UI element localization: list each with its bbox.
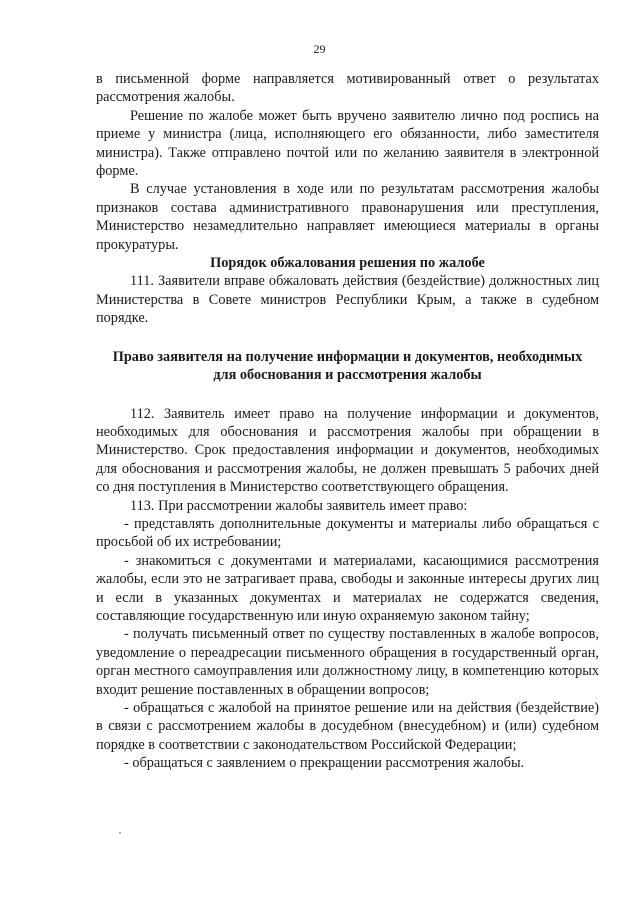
list-item: - представлять дополнительные документы и материалы либо обращаться с просьбой об их истребовании; bbox=[96, 515, 599, 551]
section-heading-rights-line1: Право заявителя на получение информации и документов, необходимых bbox=[112, 348, 583, 365]
paragraph-decision-delivery: Решение по жалобе может быть вручено заявителю лично под роспись на приеме у министра (лица, исполняющего его обязанности, либо заместителя министра). Также отправлено почтой или по желанию заявителя в электронной форме. bbox=[96, 107, 599, 180]
section-heading-appeal: Порядок обжалования решения по жалобе bbox=[210, 255, 485, 272]
list-item: - знакомиться с документами и материалами, касающимися рассмотрения жалобы, если это не затрагивает права, свободы и законные интересы других лиц и если в указанных документах и материалах не содержатся сведения, составляющие государственную или иную охраняемую законом тайну; bbox=[96, 552, 599, 624]
paragraph-113: 113. При рассмотрении жалобы заявитель имеет право: bbox=[130, 497, 468, 514]
section-heading-rights-line2: для обоснования и рассмотрения жалобы bbox=[213, 367, 482, 384]
list-item: - обращаться с жалобой на принятое решение или на действия (бездействие) в связи с рассмотрением жалобы в досудебном (внесудебном) и (или) судебном порядке в соответствии с законодательством Российской Федерации; bbox=[96, 700, 599, 753]
list-item: - обращаться с заявлением о прекращении рассмотрения жалобы. bbox=[124, 755, 525, 772]
paragraph-111: 111. Заявители вправе обжаловать действия (бездействие) должностных лиц Министерства в Совете министров Республики Крым, а также в судебном порядке. bbox=[96, 273, 599, 327]
scan-speck bbox=[119, 832, 121, 834]
paragraph-112: 112. Заявитель имеет право на получение информации и документов, необходимых для обоснования и рассмотрения жалобы при обращении в Министерство. Срок предоставления информации и документов, необходимых для обоснования и рассмотрения жалобы, не должен превышать 5 рабочих дней со дня поступления в Министерство соответствующего обращения. bbox=[96, 405, 599, 496]
section-heading-rights bbox=[96, 348, 599, 385]
paragraph-offense-referral: В случае установления в ходе или по результатам рассмотрения жалобы признаков состава административного правонарушения или преступления, Министерство незамедлительно направляет имеющиеся материалы в органы прокуратуры. bbox=[96, 181, 599, 253]
page-number: 29 bbox=[313, 42, 326, 56]
document-body bbox=[96, 70, 599, 773]
list-item: - получать письменный ответ по существу поставленных в жалобе вопросов, уведомление о переадресации письменного обращения в государственный орган, орган местного самоуправления или должностному лицу, в компетенцию которых входит решение поставленных в обращении вопросов; bbox=[96, 626, 599, 698]
paragraph-continuation: в письменной форме направляется мотивированный ответ о результатах рассмотрения жалобы. bbox=[96, 71, 599, 106]
